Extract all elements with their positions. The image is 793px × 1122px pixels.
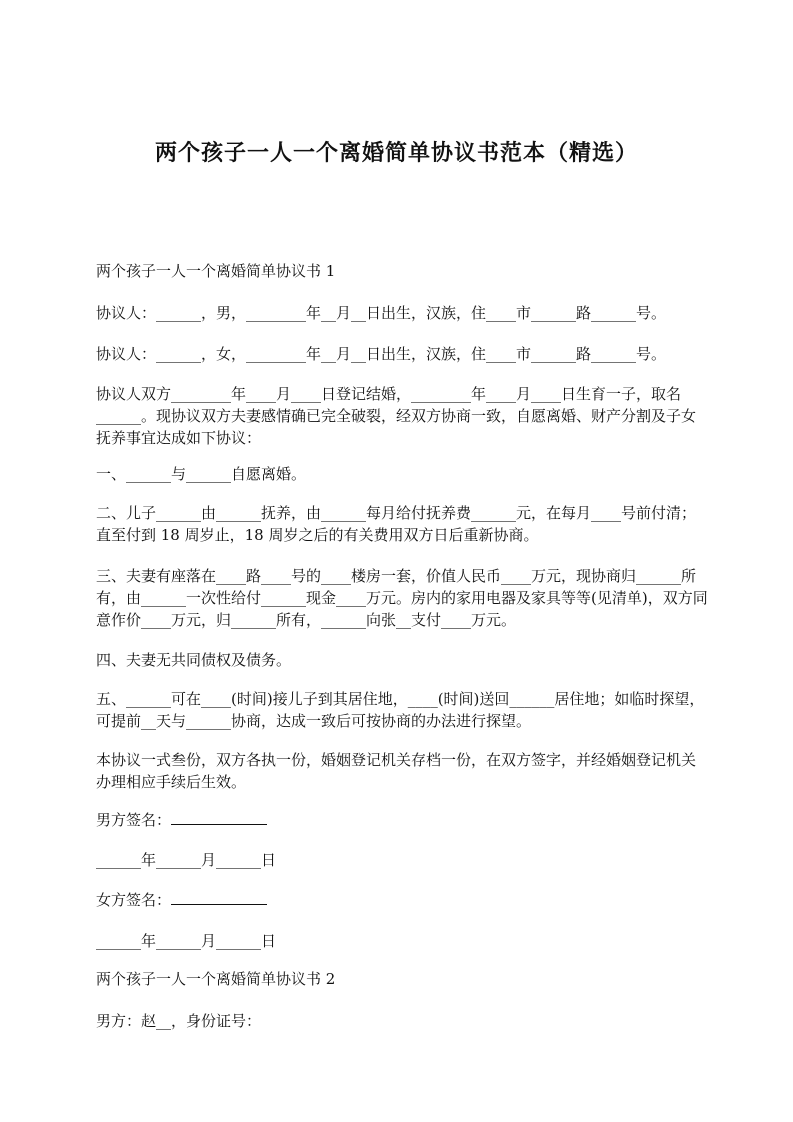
female-signature-field[interactable] xyxy=(171,890,267,905)
document-title: 两个孩子一人一个离婚简单协议书范本（精选） xyxy=(154,141,638,166)
date-line-2: ______年______月______日 xyxy=(96,932,277,950)
section-2-heading: 两个孩子一人一个离婚简单协议书 2 xyxy=(96,970,336,988)
female-signature-row xyxy=(96,889,708,911)
section-1-heading: 两个孩子一人一个离婚简单协议书 1 xyxy=(96,262,336,280)
female-signature-label: 女方签名： xyxy=(96,891,172,909)
party-1-line: 协议人：______，男，________年__月__日出生，汉族，住____市______路______号。 xyxy=(96,304,667,322)
male-signature-row xyxy=(96,809,708,831)
clause-4: 四、夫妻无共同债权及债务。 xyxy=(96,651,292,669)
male-signature-label: 男方签名： xyxy=(96,811,172,829)
clause-3: 三、夫妻有座落在____路____号的____楼房一套，价值人民币____万元，现协商归______所有，由______一次性给付______现金____万元。房内的家用电器及家具等等(见清单)，双方同意作价____万元，归______所有，______向张__支付____万元。 xyxy=(96,567,708,629)
clause-2: 二、儿子______由______抚养，由______每月给付抚养费______元，在每月____号前付清；直至付到 18 周岁止，18 周岁之后的有关费用双方日后重新协商。 xyxy=(96,504,697,544)
date-line-1: ______年______月______日 xyxy=(96,851,277,869)
closing-paragraph: 本协议一式叁份，双方各执一份，婚姻登记机关存档一份，在双方签字，并经婚姻登记机关办理相应手续后生效。 xyxy=(96,751,697,791)
party-2-line: 协议人：______，女，________年__月__日出生，汉族，住____市______路______号。 xyxy=(96,345,667,363)
clause-1: 一、______与______自愿离婚。 xyxy=(96,465,307,483)
clause-5: 五、______可在____(时间)接儿子到其居住地，____(时间)送回______居住地；如临时探望，可提前__天与______协商，达成一致后可按协商的办法进行探望。 xyxy=(96,690,705,730)
section-2-male-line: 男方：赵__，身份证号： xyxy=(96,1012,262,1030)
male-signature-field[interactable] xyxy=(171,810,267,825)
intro-paragraph: 协议人双方________年____月____日登记结婚，________年____月____日生育一子，取名______。现协议双方夫妻感情确已完全破裂，经双方协商一致，自愿离婚、财产分割及子女抚养事宜达成如下协议： xyxy=(96,385,697,447)
